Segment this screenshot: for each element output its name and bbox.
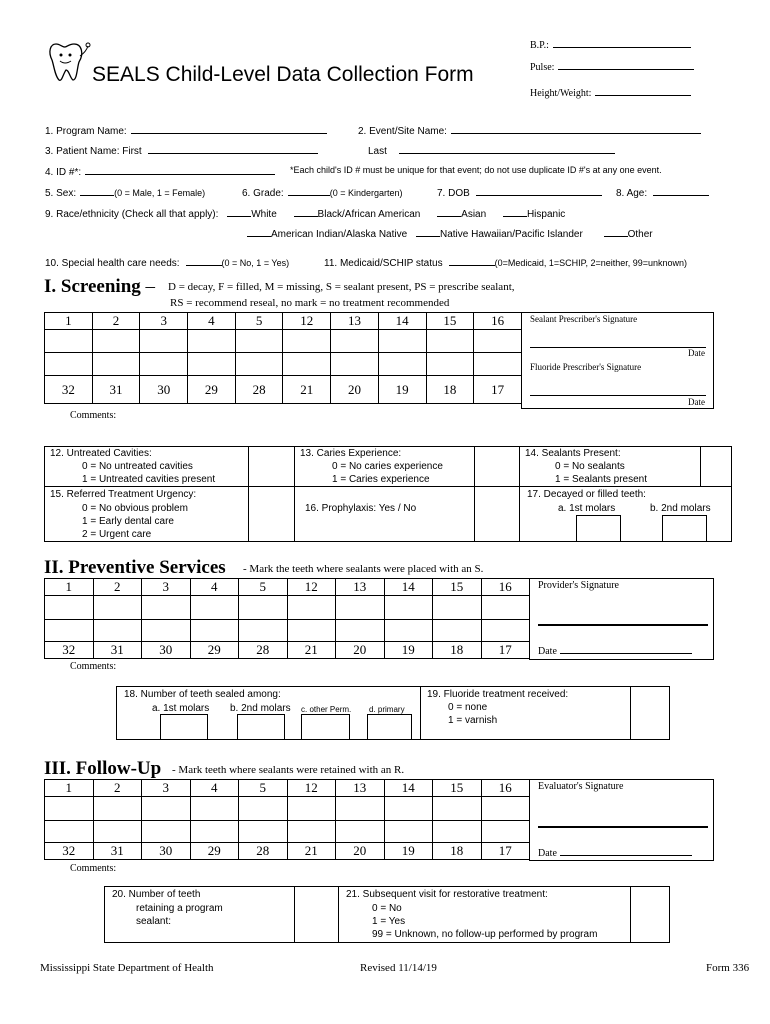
tooth-label: 13 (336, 579, 385, 596)
tooth-cell[interactable] (239, 797, 288, 821)
q20-line-1: 20. Number of teeth (112, 889, 201, 900)
age-field[interactable] (616, 185, 709, 199)
tooth-label: 4 (190, 579, 239, 596)
q15-option-1: 1 = Early dental care (82, 516, 174, 527)
grade-codes: (0 = Kindergarten) (329, 188, 403, 198)
tooth-cell[interactable] (433, 620, 482, 642)
last-label: Last (368, 146, 387, 157)
tooth-cell[interactable] (142, 620, 191, 642)
tooth-label: 21 (287, 843, 336, 860)
tooth-label: 18 (426, 376, 474, 404)
sealant-signature-line[interactable] (530, 347, 706, 348)
tooth-label: 21 (283, 376, 331, 404)
tooth-cell[interactable] (45, 620, 94, 642)
screening-comments-label: Comments: (70, 410, 117, 421)
q19-answer-box[interactable] (631, 687, 669, 739)
tooth-label: 16 (474, 313, 522, 330)
tooth-label: 12 (283, 313, 331, 330)
race-white-check[interactable] (227, 206, 251, 217)
screening-heading: I. Screening – (44, 276, 156, 297)
tooth-label: 4 (188, 313, 236, 330)
q21-title: 21. Subsequent visit for restorative treatment: (346, 889, 548, 900)
tooth-label: 20 (336, 642, 385, 659)
tooth-label: 32 (45, 843, 94, 860)
q12-title: 12. Untreated Cavities: (50, 448, 152, 459)
q15-option-0: 0 = No obvious problem (82, 503, 188, 514)
tooth-label: 1 (45, 579, 94, 596)
tooth-cell[interactable] (92, 330, 140, 353)
tooth-label: 12 (287, 579, 336, 596)
race-native-check[interactable] (247, 226, 271, 237)
race-hispanic-label: Hispanic (526, 209, 566, 220)
tooth-cell[interactable] (45, 353, 93, 376)
tooth-label: 5 (239, 780, 288, 797)
tooth-cell[interactable] (481, 620, 530, 642)
tooth-cell[interactable] (474, 353, 522, 376)
q18-title: 18. Number of teeth sealed among: (124, 689, 281, 700)
tooth-label: 13 (336, 780, 385, 797)
tooth-label: 14 (384, 780, 433, 797)
preventive-subtitle: - Mark the teeth where sealants were placed with an S. (243, 563, 484, 575)
tooth-label: 31 (93, 642, 142, 659)
tooth-cell[interactable] (287, 821, 336, 843)
tooth-label: 29 (188, 376, 236, 404)
screening-dash: – (145, 276, 156, 297)
q17-option-b: b. 2nd molars (650, 503, 711, 514)
q17-option-a: a. 1st molars (558, 503, 616, 514)
q13-option-0: 0 = No caries experience (332, 461, 443, 472)
q15-option-2: 2 = Urgent care (82, 529, 152, 540)
race-black-check[interactable] (294, 206, 318, 217)
followup-teeth-chart (44, 779, 530, 860)
q17a-answer-box[interactable] (576, 515, 621, 542)
special-needs-label: 10. Special health care needs: (45, 258, 180, 269)
race-asian-check[interactable] (437, 206, 461, 217)
q13-title: 13. Caries Experience: (300, 448, 402, 459)
tooth-cell[interactable] (235, 353, 283, 376)
tooth-cell[interactable] (188, 330, 236, 353)
tooth-label: 15 (426, 313, 474, 330)
tooth-cell[interactable] (378, 330, 426, 353)
tooth-cell[interactable] (433, 797, 482, 821)
screening-legend-1: D = decay, F = filled, M = missing, S = sealant present, PS = prescribe sealant, (168, 281, 515, 293)
special-needs-field[interactable] (45, 255, 289, 269)
tooth-cell[interactable] (283, 353, 331, 376)
tooth-cell[interactable] (331, 353, 379, 376)
tooth-cell[interactable] (142, 821, 191, 843)
provider-date-label: Date (538, 646, 557, 657)
fluoride-prescriber-signature-label: Fluoride Prescriber's Signature (530, 362, 642, 372)
tooth-label: 14 (378, 313, 426, 330)
tooth-label: 17 (481, 642, 530, 659)
sealant-prescriber-signature-label: Sealant Prescriber's Signature (530, 314, 638, 324)
evaluator-date-label: Date (538, 848, 557, 859)
preventive-upper-marks (45, 596, 530, 620)
tooth-cell[interactable] (140, 353, 188, 376)
q14-option-0: 0 = No sealants (555, 461, 625, 472)
q12-option-1: 1 = Untreated cavities present (82, 474, 216, 485)
race-label: 9. Race/ethnicity (Check all that apply): (45, 209, 219, 220)
tooth-cell[interactable] (336, 620, 385, 642)
provider-signature-line[interactable] (538, 624, 708, 626)
race-row-2 (247, 226, 653, 240)
q18b-answer-box[interactable] (237, 714, 285, 740)
medicaid-codes: (0=Medicaid, 1=SCHIP, 2=neither, 99=unknown) (494, 258, 688, 268)
q21-answer-box[interactable] (631, 887, 669, 942)
tooth-cell[interactable] (190, 620, 239, 642)
tooth-label: 19 (378, 376, 426, 404)
tooth-label: 2 (93, 780, 142, 797)
screening-upper-marks (45, 330, 522, 353)
tooth-mascot-icon (44, 36, 94, 86)
tooth-cell[interactable] (384, 821, 433, 843)
q16-prophylaxis[interactable]: 16. Prophylaxis: Yes / No (305, 503, 417, 514)
tooth-cell[interactable] (140, 330, 188, 353)
preventive-lower-labels (45, 642, 530, 659)
tooth-label: 29 (190, 843, 239, 860)
tooth-cell[interactable] (45, 797, 94, 821)
tooth-cell[interactable] (384, 620, 433, 642)
provider-date-field[interactable] (538, 643, 692, 657)
tooth-cell[interactable] (239, 620, 288, 642)
pulse-label: Pulse: (530, 62, 555, 73)
fluoride-signature-line[interactable] (530, 395, 706, 396)
height-weight-label: Height/Weight: (530, 88, 592, 99)
patient-last-name-field[interactable] (368, 143, 615, 157)
tooth-label: 32 (45, 642, 94, 659)
tooth-cell[interactable] (190, 821, 239, 843)
evaluator-signature-line[interactable] (538, 826, 708, 828)
preventive-heading: II. Preventive Services (44, 557, 226, 578)
tooth-label: 1 (45, 780, 94, 797)
race-native-label: American Indian/Alaska Native (271, 229, 408, 240)
tooth-cell[interactable] (190, 596, 239, 620)
tooth-label: 17 (481, 843, 530, 860)
tooth-label: 5 (235, 313, 283, 330)
tooth-label: 15 (433, 579, 482, 596)
race-black-label: Black/African American (317, 209, 421, 220)
tooth-cell[interactable] (433, 596, 482, 620)
tooth-label: 20 (331, 376, 379, 404)
tooth-label: 19 (384, 642, 433, 659)
tooth-label: 2 (92, 313, 140, 330)
preventive-comments-label: Comments: (70, 661, 117, 672)
race-hawaiian-label: Native Hawaiian/Pacific Islander (439, 229, 583, 240)
q16-answer-box[interactable] (475, 487, 519, 542)
tooth-label: 12 (287, 780, 336, 797)
evaluator-date-field[interactable] (538, 845, 692, 859)
patient-first-name-field[interactable] (45, 143, 318, 157)
tooth-cell[interactable] (235, 330, 283, 353)
tooth-cell[interactable] (481, 821, 530, 843)
tooth-label: 3 (142, 579, 191, 596)
footer-form-number: Form 336 (706, 962, 750, 974)
followup-heading: III. Follow-Up (44, 758, 162, 779)
age-label: 8. Age: (616, 188, 648, 199)
q18-option-b: b. 2nd molars (230, 703, 291, 714)
q19-option-1: 1 = varnish (448, 715, 498, 726)
tooth-cell[interactable] (384, 797, 433, 821)
tooth-label: 15 (433, 780, 482, 797)
id-note: *Each child's ID # must be unique for that event; do not use duplicate ID #'s at any one event. (290, 165, 662, 175)
race-other-label: Other (627, 229, 653, 240)
q14-option-1: 1 = Sealants present (555, 474, 648, 485)
q13-answer-box[interactable] (475, 447, 519, 486)
dob-label: 7. DOB (437, 188, 470, 199)
tooth-cell[interactable] (283, 330, 331, 353)
tooth-cell[interactable] (188, 353, 236, 376)
footer-revised: Revised 11/14/19 (360, 962, 437, 974)
followup-upper-marks (45, 797, 530, 821)
q21-option-99: 99 = Unknown, no follow-up performed by program (372, 929, 598, 940)
fluoride-date-label: Date (688, 397, 705, 407)
tooth-label: 19 (384, 843, 433, 860)
tooth-label: 16 (481, 780, 530, 797)
q14-answer-box[interactable] (701, 447, 731, 486)
tooth-cell[interactable] (93, 797, 142, 821)
q19-title: 19. Fluoride treatment received: (427, 689, 569, 700)
q20-line-2: retaining a program (136, 903, 223, 914)
q18-option-c: c. other Perm. (301, 705, 352, 714)
tooth-label: 3 (140, 313, 188, 330)
patient-name-label: 3. Patient Name: First (45, 146, 142, 157)
race-other-check[interactable] (604, 226, 628, 237)
tooth-cell[interactable] (378, 353, 426, 376)
tooth-cell[interactable] (92, 353, 140, 376)
tooth-label: 32 (45, 376, 93, 404)
tooth-label: 20 (336, 843, 385, 860)
id-label: 4. ID #*: (45, 167, 82, 178)
race-hispanic-check[interactable] (503, 206, 527, 217)
form-title: SEALS Child-Level Data Collection Form (92, 63, 474, 86)
tooth-cell[interactable] (331, 330, 379, 353)
program-name-field[interactable] (45, 123, 327, 137)
tooth-label: 21 (287, 642, 336, 659)
tooth-cell[interactable] (45, 330, 93, 353)
q17-title: 17. Decayed or filled teeth: (527, 489, 646, 500)
race-white-label: White (251, 209, 277, 220)
preventive-teeth-chart (44, 578, 530, 659)
tooth-cell[interactable] (239, 596, 288, 620)
sex-field[interactable] (45, 185, 205, 199)
tooth-label: 16 (481, 579, 530, 596)
sex-codes: (0 = Male, 1 = Female) (114, 188, 206, 198)
bp-label: B.P.: (530, 40, 549, 51)
followup-subtitle: - Mark teeth where sealants were retained with an R. (172, 764, 405, 776)
tooth-cell[interactable] (287, 620, 336, 642)
tooth-cell[interactable] (45, 821, 94, 843)
tooth-cell[interactable] (93, 596, 142, 620)
tooth-cell[interactable] (93, 821, 142, 843)
preventive-upper-labels (45, 579, 530, 596)
tooth-label: 18 (433, 843, 482, 860)
tooth-cell[interactable] (239, 821, 288, 843)
program-name-label: 1. Program Name: (45, 126, 127, 137)
q13-option-1: 1 = Caries experience (332, 474, 430, 485)
screening-lower-labels (45, 376, 522, 404)
tooth-label: 3 (142, 780, 191, 797)
followup-lower-labels (45, 843, 530, 860)
tooth-label: 18 (433, 642, 482, 659)
medicaid-field[interactable] (324, 255, 687, 269)
q18c-answer-box[interactable] (301, 714, 350, 740)
q15-title: 15. Referred Treatment Urgency: (50, 489, 197, 500)
provider-signature-label: Provider's Signature (538, 580, 619, 591)
race-row-1 (45, 206, 565, 220)
height-weight-field[interactable] (530, 85, 691, 99)
q18-option-d: d. primary (369, 705, 405, 714)
tooth-label: 5 (239, 579, 288, 596)
tooth-label: 28 (239, 642, 288, 659)
tooth-cell[interactable] (481, 596, 530, 620)
tooth-cell[interactable] (287, 797, 336, 821)
tooth-cell[interactable] (142, 797, 191, 821)
tooth-label: 31 (93, 843, 142, 860)
tooth-cell[interactable] (426, 330, 474, 353)
q20-answer-box[interactable] (295, 887, 338, 942)
sex-label: 5. Sex: (45, 188, 77, 199)
tooth-cell[interactable] (287, 596, 336, 620)
footer-department: Mississippi State Department of Health (40, 962, 214, 974)
race-hawaiian-check[interactable] (416, 226, 440, 237)
screening-upper-labels (45, 313, 522, 330)
tooth-label: 4 (190, 780, 239, 797)
tooth-label: 13 (331, 313, 379, 330)
q14-title: 14. Sealants Present: (525, 448, 621, 459)
q20-line-3: sealant: (136, 916, 172, 927)
tooth-cell[interactable] (481, 797, 530, 821)
tooth-cell[interactable] (384, 596, 433, 620)
pulse-field[interactable] (530, 59, 694, 73)
sealant-date-label: Date (688, 348, 705, 358)
followup-lower-marks (45, 821, 530, 843)
tooth-label: 31 (92, 376, 140, 404)
tooth-cell[interactable] (336, 797, 385, 821)
tooth-cell[interactable] (190, 797, 239, 821)
tooth-label: 30 (142, 642, 191, 659)
tooth-cell[interactable] (45, 596, 94, 620)
q18a-answer-box[interactable] (160, 714, 208, 740)
tooth-label: 2 (93, 579, 142, 596)
tooth-label: 1 (45, 313, 93, 330)
q18d-answer-box[interactable] (367, 714, 412, 740)
grade-field[interactable] (242, 185, 403, 199)
q19-option-0: 0 = none (448, 702, 488, 713)
q21-option-0: 0 = No (372, 903, 402, 914)
tooth-cell[interactable] (336, 821, 385, 843)
evaluator-signature-label: Evaluator's Signature (538, 781, 624, 792)
tooth-label: 17 (474, 376, 522, 404)
medicaid-label: 11. Medicaid/SCHIP status (324, 258, 443, 269)
tooth-cell[interactable] (336, 596, 385, 620)
tooth-label: 28 (235, 376, 283, 404)
grade-label: 6. Grade: (242, 188, 284, 199)
tooth-cell[interactable] (426, 353, 474, 376)
followup-upper-labels (45, 780, 530, 797)
tooth-label: 14 (384, 579, 433, 596)
event-site-field[interactable] (358, 123, 701, 137)
q15-answer-box[interactable] (249, 487, 294, 542)
special-needs-codes: (0 = No, 1 = Yes) (221, 258, 290, 268)
q17b-answer-box[interactable] (662, 515, 707, 542)
screening-lower-marks (45, 353, 522, 376)
id-field[interactable] (45, 164, 275, 178)
q21-option-1: 1 = Yes (372, 916, 406, 927)
screening-teeth-chart (44, 312, 522, 404)
followup-comments-label: Comments: (70, 863, 117, 874)
tooth-label: 29 (190, 642, 239, 659)
race-asian-label: Asian (461, 209, 487, 220)
q18-option-a: a. 1st molars (152, 703, 210, 714)
tooth-cell[interactable] (433, 821, 482, 843)
tooth-label: 30 (140, 376, 188, 404)
q12-option-0: 0 = No untreated cavities (82, 461, 193, 472)
preventive-lower-marks (45, 620, 530, 642)
tooth-cell[interactable] (474, 330, 522, 353)
tooth-label: 30 (142, 843, 191, 860)
q12-answer-box[interactable] (249, 447, 294, 486)
tooth-cell[interactable] (142, 596, 191, 620)
tooth-cell[interactable] (93, 620, 142, 642)
tooth-label: 28 (239, 843, 288, 860)
dob-field[interactable] (437, 185, 602, 199)
bp-field[interactable] (530, 37, 691, 51)
screening-legend-2: RS = recommend reseal, no mark = no treatment recommended (170, 297, 450, 309)
event-site-label: 2. Event/Site Name: (358, 126, 447, 137)
